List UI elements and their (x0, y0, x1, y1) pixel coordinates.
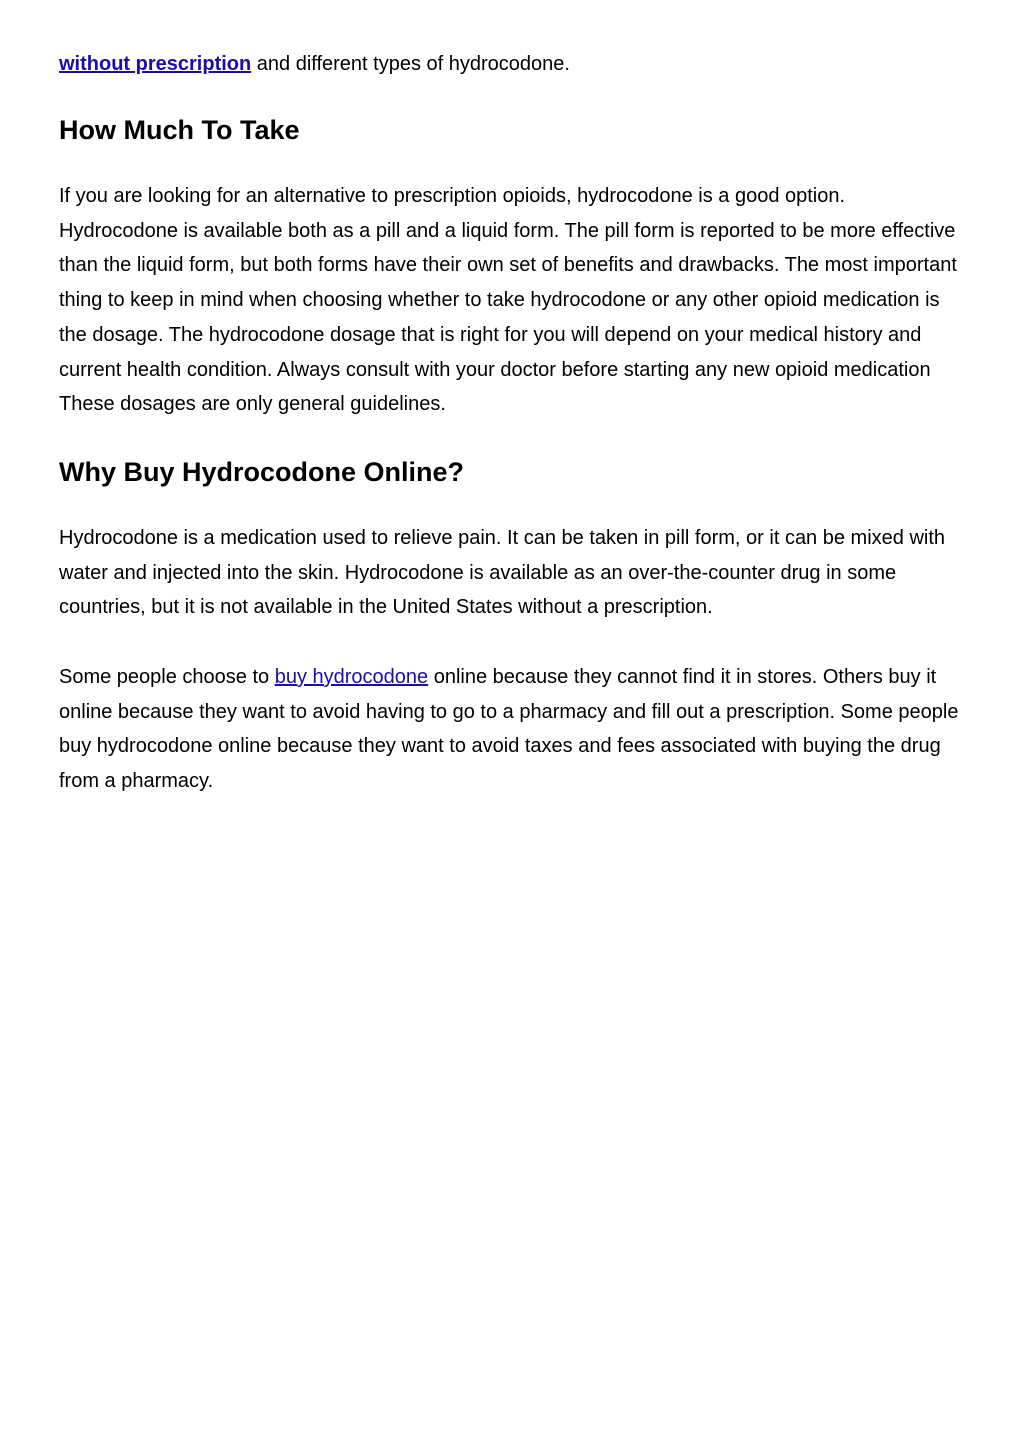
section-heading-how-much-to-take: How Much To Take (59, 115, 300, 145)
buy-online-paragraph (59, 660, 969, 799)
intro-line (59, 50, 969, 79)
buy-hydrocodone-link[interactable]: buy hydrocodone (274, 666, 429, 688)
medication-info-paragraph: Hydrocodone is a medication used to relieve pain. It can be taken in pill form, or it can be mixed with water and injected into the skin. Hydrocodone is available as an over-the-counter drug in some countries, but it is not available in the United States without a prescription. (59, 527, 946, 619)
dosage-paragraph: If you are looking for an alternative to prescription opioids, hydrocodone is a good option. Hydrocodone is available both as a pill and a liquid form. The pill form is reported to be more effective than the liquid form, but both forms have their own set of benefits and drawbacks. The most important thing to keep in mind when choosing whether to take hydrocodone or any other opioid medication is the dosage. The hydrocodone dosage that is right for you will depend on your medical history and current health condition. Always consult with your doctor before starting any new opioid medication These dosages are only general guidelines. (59, 185, 957, 416)
buy-paragraph-lead: Some people choose to (59, 666, 275, 688)
section-heading-why-buy-online: Why Buy Hydrocodone Online? (59, 457, 465, 487)
without-prescription-link[interactable]: without prescription (59, 53, 252, 75)
intro-text: and different types of hydrocodone. (251, 53, 570, 75)
buy-paragraph-rest: online because they cannot find it in stores. Others buy it online because they want to avoid having to go to a pharmacy and fill out a prescription. Some people buy hydrocodone online because they want to avoid taxes and fees associated with buying the drug from a pharmacy. (59, 666, 959, 793)
